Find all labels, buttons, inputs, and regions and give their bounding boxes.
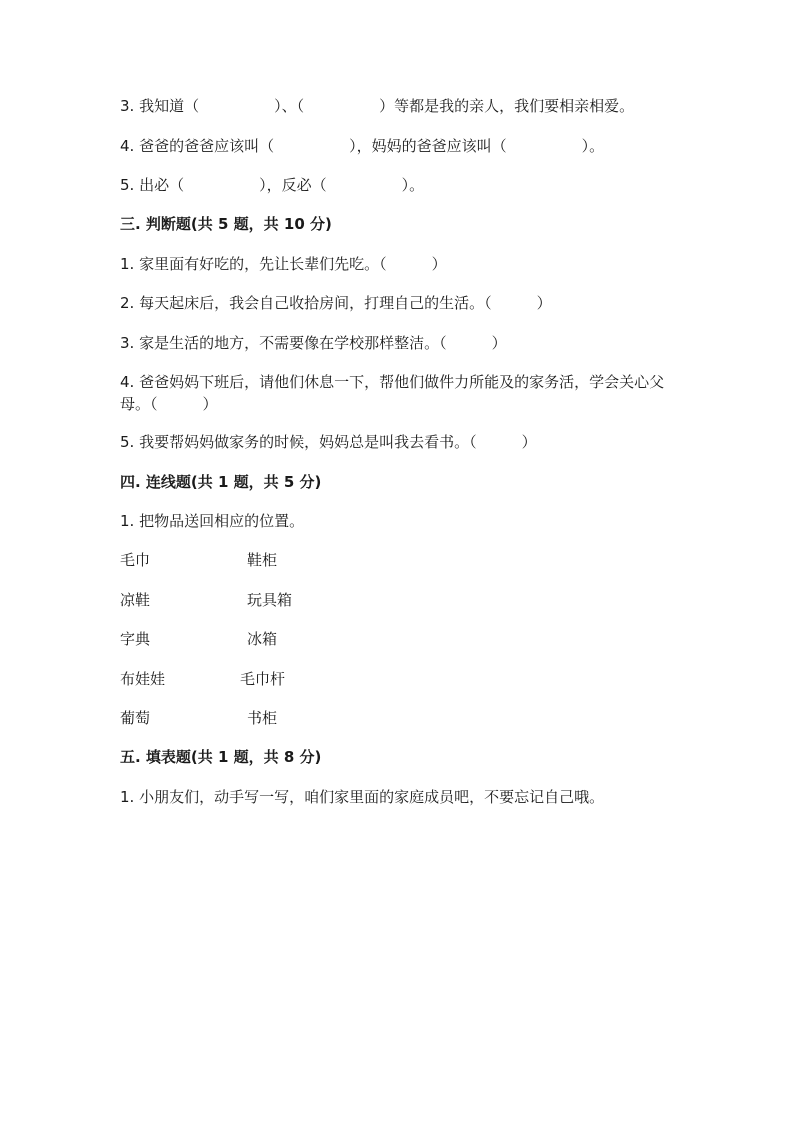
judge-item-4: 4. 爸爸妈妈下班后，请他们休息一下，帮他们做件力所能及的家务活，学会关心父母。（ ） [120, 373, 665, 413]
fill-blank-item-4: 4. 爸爸的爸爸应该叫（ ），妈妈的爸爸应该叫（ ）。 [120, 137, 605, 155]
judge-item-1: 1. 家里面有好吃的，先让长辈们先吃。（ ） [120, 255, 447, 273]
match-left-item: 字典 [120, 630, 151, 648]
judge-item-5: 5. 我要帮妈妈做家务的时候，妈妈总是叫我去看书。（ ） [120, 433, 537, 451]
fill-blank-item-5: 5. 出必（ ），反必（ ）。 [120, 176, 425, 194]
match-left-item: 葡萄 [120, 709, 151, 727]
match-right-item: 冰箱 [247, 630, 278, 648]
match-right-item: 鞋柜 [247, 551, 278, 569]
match-right-item: 毛巾杆 [240, 670, 286, 688]
judge-item-3: 3. 家是生活的地方，不需要像在学校那样整洁。（ ） [120, 334, 507, 352]
match-left-item: 凉鞋 [120, 591, 151, 609]
judge-item-2: 2. 每天起床后，我会自己收拾房间，打理自己的生活。（ ） [120, 294, 552, 312]
match-question: 1. 把物品送回相应的位置。 [120, 512, 305, 530]
section-5-title: 五. 填表题(共 1 题，共 8 分) [120, 748, 322, 766]
section-4-title: 四. 连线题(共 1 题，共 5 分) [120, 473, 322, 491]
section-3-title: 三. 判断题(共 5 题，共 10 分) [120, 215, 332, 233]
table-question: 1. 小朋友们，动手写一写，咱们家里面的家庭成员吧，不要忘记自己哦。 [120, 788, 605, 806]
fill-blank-item-3: 3. 我知道（ ）、（ ）等都是我的亲人，我们要相亲相爱。 [120, 97, 635, 115]
match-left-item: 毛巾 [120, 551, 151, 569]
match-right-item: 玩具箱 [247, 591, 293, 609]
match-left-item: 布娃娃 [120, 670, 166, 688]
match-right-item: 书柜 [247, 709, 278, 727]
